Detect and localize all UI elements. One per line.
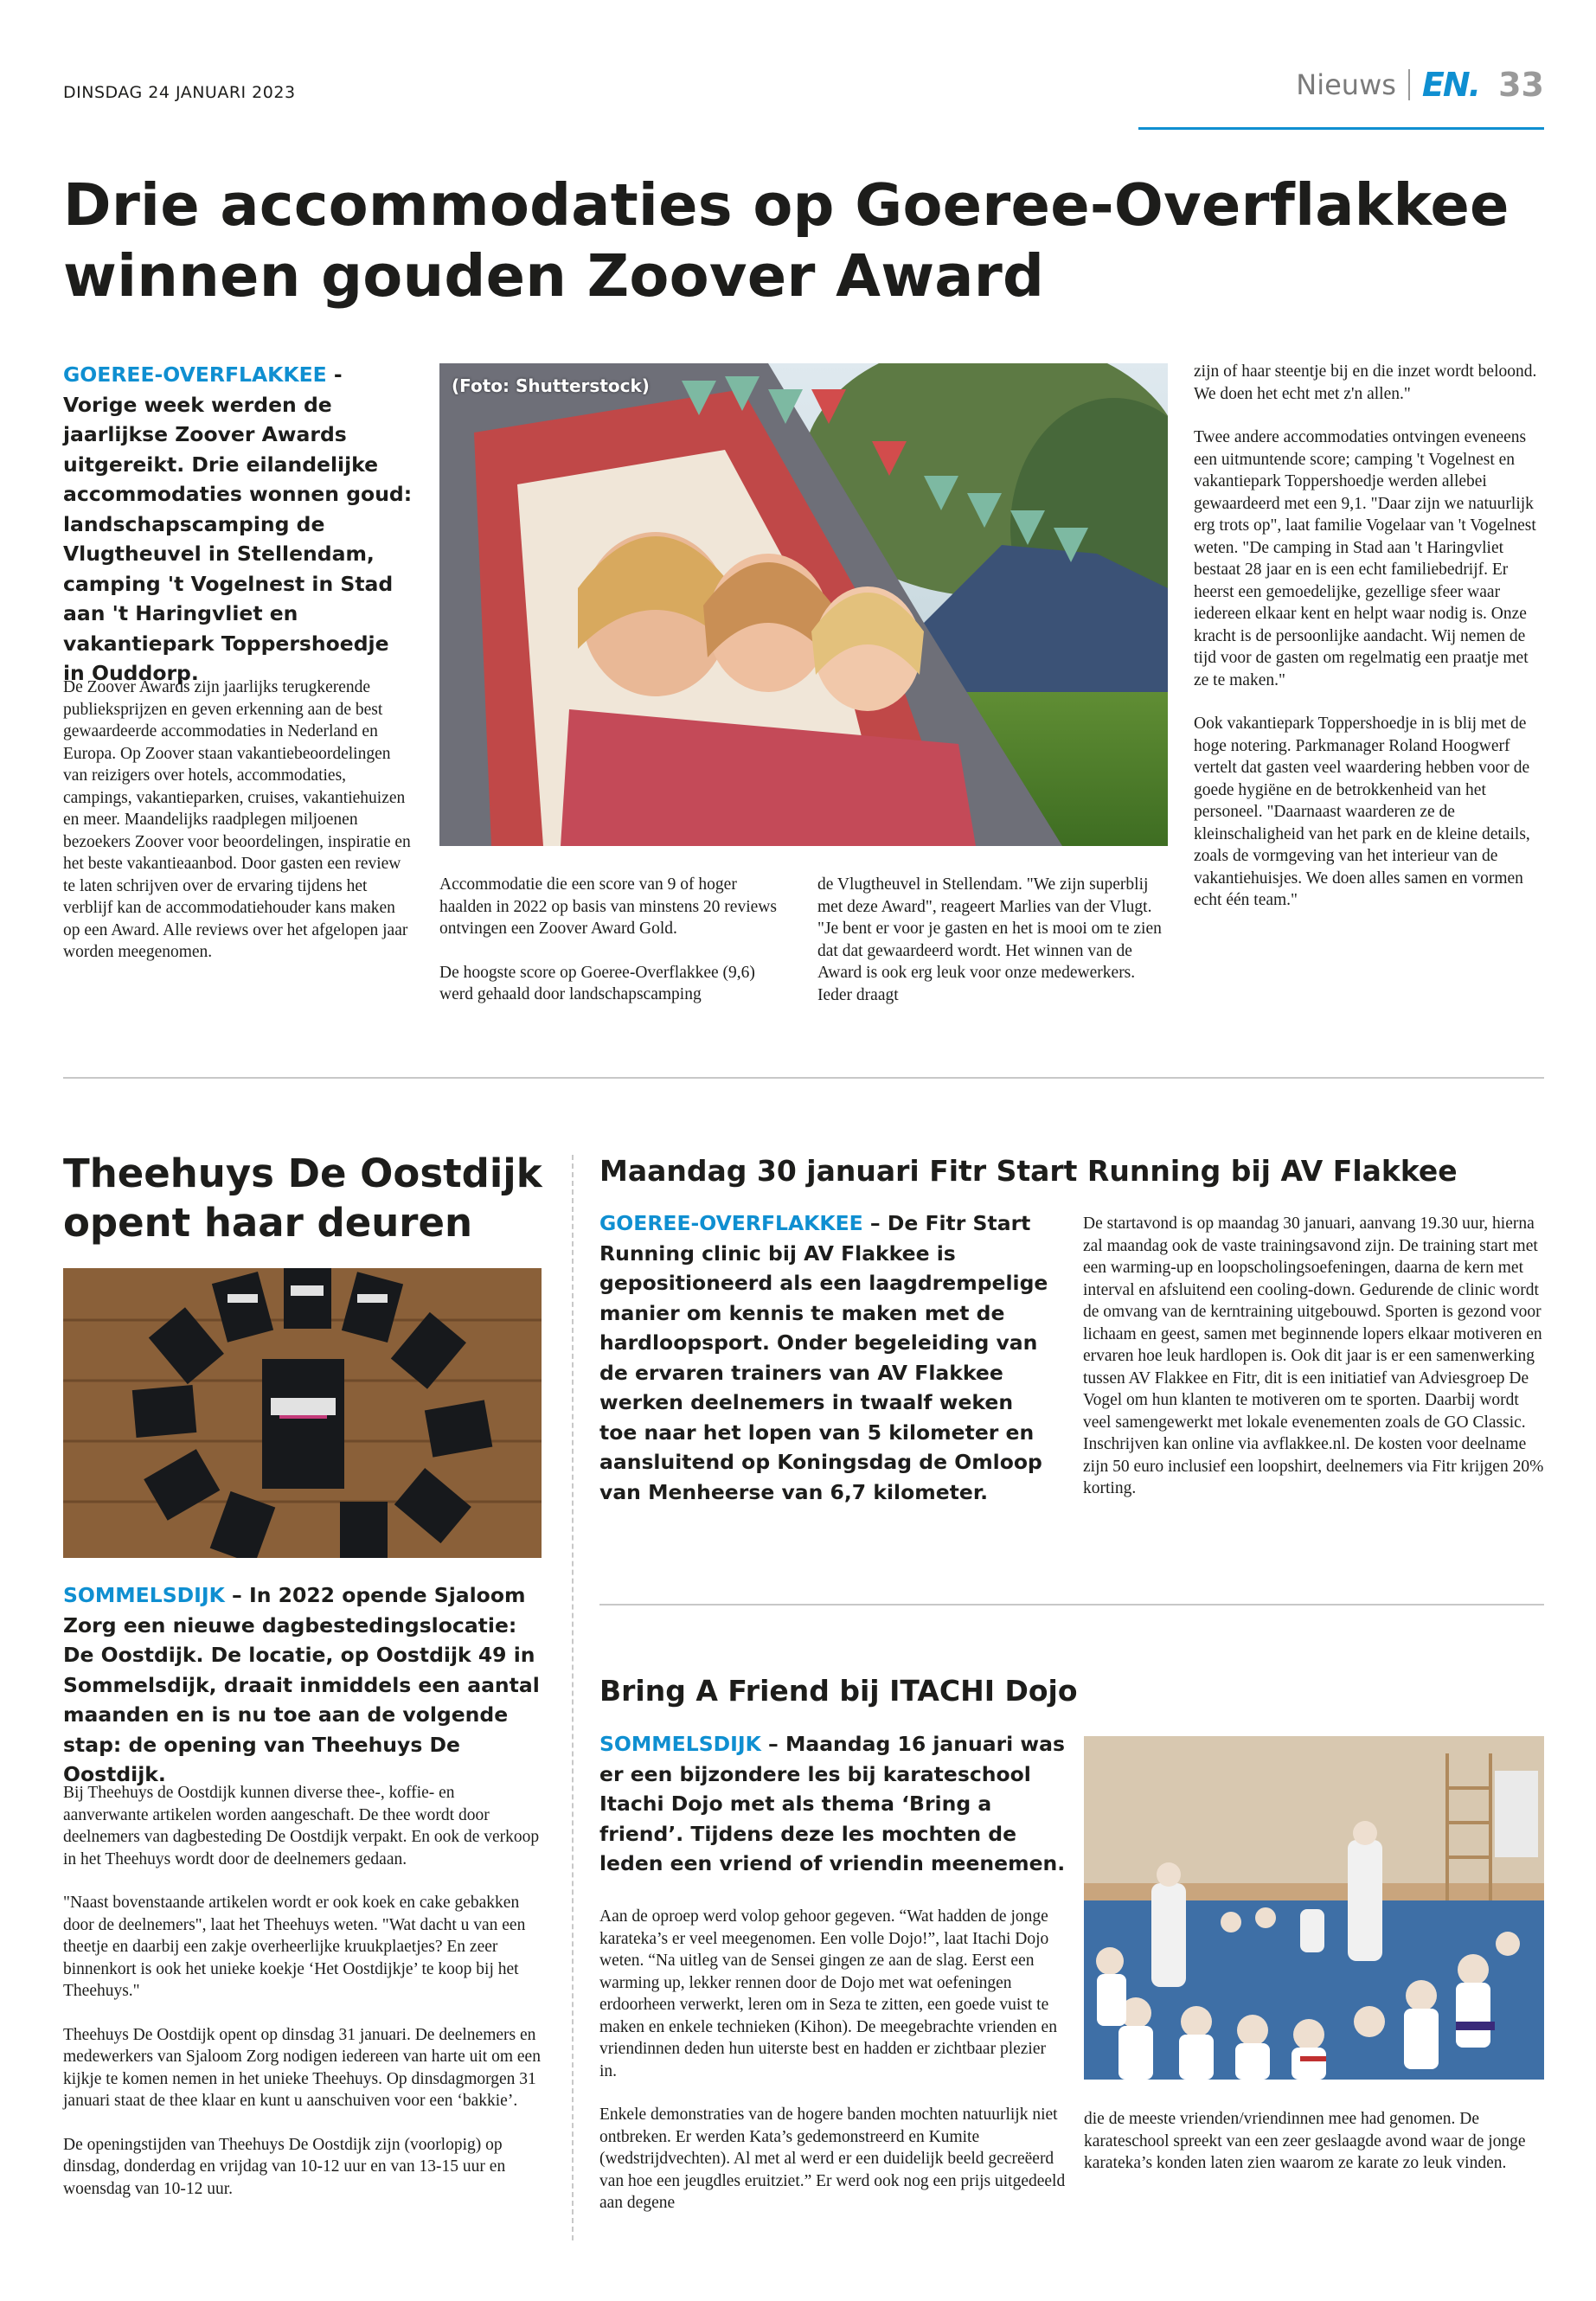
section-divider: [599, 1604, 1544, 1606]
headline-itachi: Bring A Friend bij ITACHI Dojo: [599, 1674, 1078, 1708]
article1-col3: [817, 874, 1168, 1028]
paragraph: Accommodatie die een score van 9 of hoger haalden in 2022 op basis van minstens 20 reviews ontvingen een Zoover Award Gold.: [439, 875, 777, 938]
camping-photo-illustration: [439, 363, 1168, 846]
headline-line2: opent haar deuren: [63, 1200, 473, 1246]
paragraph: Twee andere accommodaties ontvingen eveneens een uitmuntende score; camping 't Vogelnest en vakantiepark Toppershoedje werden allebei gewaardeerd met een 9,1. "Daar zijn we natuurlijk erg trots op", laat familie Vogelaar van 't Vogelnest weten. "De camping in Stad aan 't Haringvliet bestaat 28 jaar en is een echt familiebedrijf. Er heerst een gemoedelijke, gezellige sfeer waar iedereen elkaar kent en helpt waar nodig is. Onze kracht is de persoonlijke aandacht. Wij nemen de tijd voor de gasten om regelmatig een praatje met ze te maken.": [1194, 428, 1536, 689]
article2-body: [63, 1782, 543, 2221]
article3-body: [1083, 1213, 1544, 1522]
article4-body-cont: [1084, 2108, 1544, 2196]
article1-col1: [63, 676, 413, 985]
lead-text: – Maandag 16 januari was er een bijzondere les bij karateschool Itachi Dojo met als thema ‘Bring a friend’. Tijdens deze les mochten de leden een vriend of vriendin meenemen.: [599, 1732, 1066, 1875]
newspaper-logo[interactable]: EN.: [1421, 66, 1480, 104]
dateline-place: SOMMELSDIJK: [599, 1732, 761, 1756]
column-divider: [572, 1155, 574, 2240]
headline-zoover: [63, 170, 1534, 311]
paragraph: Ook vakantiepark Toppershoedje in is blij met de hoge notering. Parkmanager Roland Hoogwerf vertelt dat gasten veel waardering hebben voor de goede hygiëne en de betrokkenheid van het personeel. "Daarnaast waarderen ze de kleinschaligheid van het park en de kleine details, zoals de vormgeving van het interieur van de vakantiehuisjes. We doen alles samen en vormen echt één team.": [1194, 715, 1530, 909]
article1-col2: [439, 874, 790, 1028]
lead-text: – De Fitr Start Running clinic bij AV Flakkee is gepositioneerd als een laagdrempelige manier om kennis te maken met de hardloopsport. Onder begeleiding van de ervaren trainers van AV Flakkee werken deelnemers in twaalf weken toe naar het lopen van 5 kilometer en aansluitend op Koningsdag de Omloop van Menheerse van 6,7 kilometer.: [599, 1211, 1048, 1504]
paragraph: zijn of haar steentje bij en die inzet wordt beloond. We doen het echt met z'n allen.": [1194, 362, 1537, 403]
masthead: [1296, 66, 1544, 104]
paragraph: Theehuys De Oostdijk opent op dinsdag 31 januari. De deelnemers en medewerkers van Sjaloom Zorg nodigen iedereen van harte uit om een kijkje te komen nemen in het unieke Theehuys. Op dinsdagmorgen 31 januari staat de thee klaar en kunt u aanschuiven voor een ‘bakkie’.: [63, 2025, 541, 2110]
lead-text: – In 2022 opende Sjaloom Zorg een nieuwe dagbestedingslocatie: De Oostdijk. De locatie, op Oostdijk 49 in Sommelsdijk, draait inmiddels een aantal maanden en is nu toe aan de volgende stap: de opening van Theehuys De Oostdijk.: [63, 1583, 540, 1786]
article4-body: [599, 1906, 1067, 2236]
paragraph: De hoogste score op Goeree-Overflakkee (9,6) werd gehaald door landschapscamping: [439, 963, 755, 1003]
masthead-divider: [1408, 69, 1410, 100]
section-divider: [63, 1077, 1544, 1079]
dateline-place: GOEREE-OVERFLAKKEE: [599, 1211, 863, 1235]
issue-date: DINSDAG 24 JANUARI 2023: [63, 83, 296, 102]
paragraph: De openingstijden van Theehuys De Oostdijk zijn (voorlopig) op dinsdag, donderdag en vrijdag van 10-12 uur en van 13-15 uur en woensdag van 10-12 uur.: [63, 2135, 506, 2198]
photo-credit: (Foto: Shutterstock): [452, 375, 650, 396]
paragraph: Bij Theehuys de Oostdijk kunnen diverse thee-, koffie- en aanverwante artikelen worden aangeschaft. De thee wordt door deelnemers van dagbesteding De Oostdijk verpakt. En ook de verkoop in het Theehuys wordt door de deelnemers gedaan.: [63, 1784, 540, 1868]
paragraph: Aan de oproep werd volop gehoor gegeven. “Wat hadden de jonge karateka’s er veel meegenomen. Een volle Dojo!”, laat Itachi Dojo weten. “Na uitleg van de Sensei gingen ze aan de slag. Eerst een warming up, lekker rennen door de Dojo met wat oefeningen erdoorheen verwerkt, leren om in Seza te zitten, een goede vuist te maken en enkele technieken (Kihon). De meegebrachte vrienden en vriendinnen deden hun uiterste best en hadden er zichtbaar plezier in.: [599, 1907, 1057, 2080]
header-accent-line: [1138, 127, 1544, 130]
dateline-place: GOEREE-OVERFLAKKEE: [63, 362, 327, 387]
headline-line1: Drie accommodaties op Goeree-Overflakkee: [63, 171, 1509, 239]
paragraph: "Naast bovenstaande artikelen wordt er ook koek en cake gebakken door de deelnemers", laat het Theehuys weten. "Wat dacht u van een theetje en daarbij een zakje overheerlijke kruukplaetjes? En zeer binnenkort is ook het unieke koekje ‘Het Oostdijkje’ te koop bij het Theehuys.": [63, 1894, 526, 2000]
paragraph: De Zoover Awards zijn jaarlijks terugkerende publieksprijzen en geven erkenning aan de best gewaardeerde accommodaties in Nederland en Europa. Op Zoover staan vakantiebeoordelingen van reizigers over hotels, accommodaties, campings, vakantieparken, cruises, vakantiehuizen en meer. Maandelijks raadplegen miljoenen bezoekers Zoover voor beoordelingen, inspiratie en het beste vakantieaanbod. Door gasten een review te laten schrijven over de ervaring tijdens het verblijf kan de accommodatiehouder kans maken op een Award. Alle reviews over het afgelopen jaar worden meegenomen.: [63, 678, 411, 961]
section-label[interactable]: Nieuws: [1296, 68, 1396, 101]
dateline-place: SOMMELSDIJK: [63, 1583, 225, 1607]
article2-lead: [63, 1580, 543, 1790]
tea-photo: [63, 1268, 542, 1558]
headline-theehuys: [63, 1149, 548, 1247]
paragraph: die de meeste vrienden/vriendinnen mee had genomen. De karateschool spreekt van een zeer geslaagde avond waar de jonge karateka’s konden laten zien waarom ze karate zo leuk vinden.: [1084, 2110, 1526, 2172]
lead-text: - Vorige week werden de jaarlijkse Zoover Awards uitgereikt. Drie eilandelijke accommodaties wonnen goud: landschapscamping de Vlugtheuvel in Stellendam, camping 't Vogelnest in Stad aan 't Haringvliet en vakantiepark Toppershoedje in Ouddorp.: [63, 362, 413, 685]
article4-lead: [599, 1729, 1067, 1879]
paragraph: De startavond is op maandag 30 januari, aanvang 19.30 uur, hierna zal maandag ook de vaste trainingsavond zijn. De training start met een warming-up en loopscholingsoefeningen, daarna de kern met interval en afsluitend een cooling-down. Gedurende de clinic wordt de omvang van de kerntraining uitgebouwd. Sporten is gezond voor lichaam en geest, samen met beginnende lopers elkaar motiveren en ervaren hoe leuk hardlopen is. Ook dit jaar is er een samenwerking tussen AV Flakkee en Fitr, dit is een initiatief van Adviesgroep De Vogel om hun klanten te motiveren om te sporten. Daarbij wordt veel samengewerkt met lokale evenementen zoals de GO Classic. Inschrijven kan online via avflakkee.nl. De kosten voor deelname zijn 50 euro inclusief een loopshirt, deelnemers via Fitr krijgen 20% korting.: [1083, 1215, 1544, 1497]
headline-fitr: Maandag 30 januari Fitr Start Running bij AV Flakkee: [599, 1154, 1458, 1188]
article1-col4: [1194, 361, 1544, 933]
article3-lead: [599, 1208, 1054, 1507]
dojo-photo: [1084, 1736, 1544, 2080]
tea-packages-illustration: [63, 1268, 542, 1558]
headline-line2: winnen gouden Zoover Award: [63, 242, 1045, 310]
page-number: 33: [1498, 66, 1544, 104]
paragraph: Enkele demonstraties van de hogere banden mochten natuurlijk niet ontbreken. Er werden Kata’s gedemonstreerd en Kumite (wedstrijdvechten). Al met al werd er een duidelijk beeld gecreëerd van hoe een jeugdles eruitziet.” Er werd ook nog een prijs uitgedeeld aan degene: [599, 2106, 1066, 2212]
camping-photo: [439, 363, 1168, 846]
article1-lead: [63, 360, 413, 689]
dojo-class-illustration: [1084, 1736, 1544, 2080]
headline-line1: Theehuys De Oostdijk: [63, 1150, 542, 1196]
paragraph: de Vlugtheuvel in Stellendam. "We zijn superblij met deze Award", reageert Marlies van der Vlugt. "Je bent er voor je gasten en het is mooi om te zien dat dat gewaardeerd wordt. Het winnen van de Award is ook erg leuk voor onze medewerkers. Ieder draagt: [817, 875, 1162, 1004]
